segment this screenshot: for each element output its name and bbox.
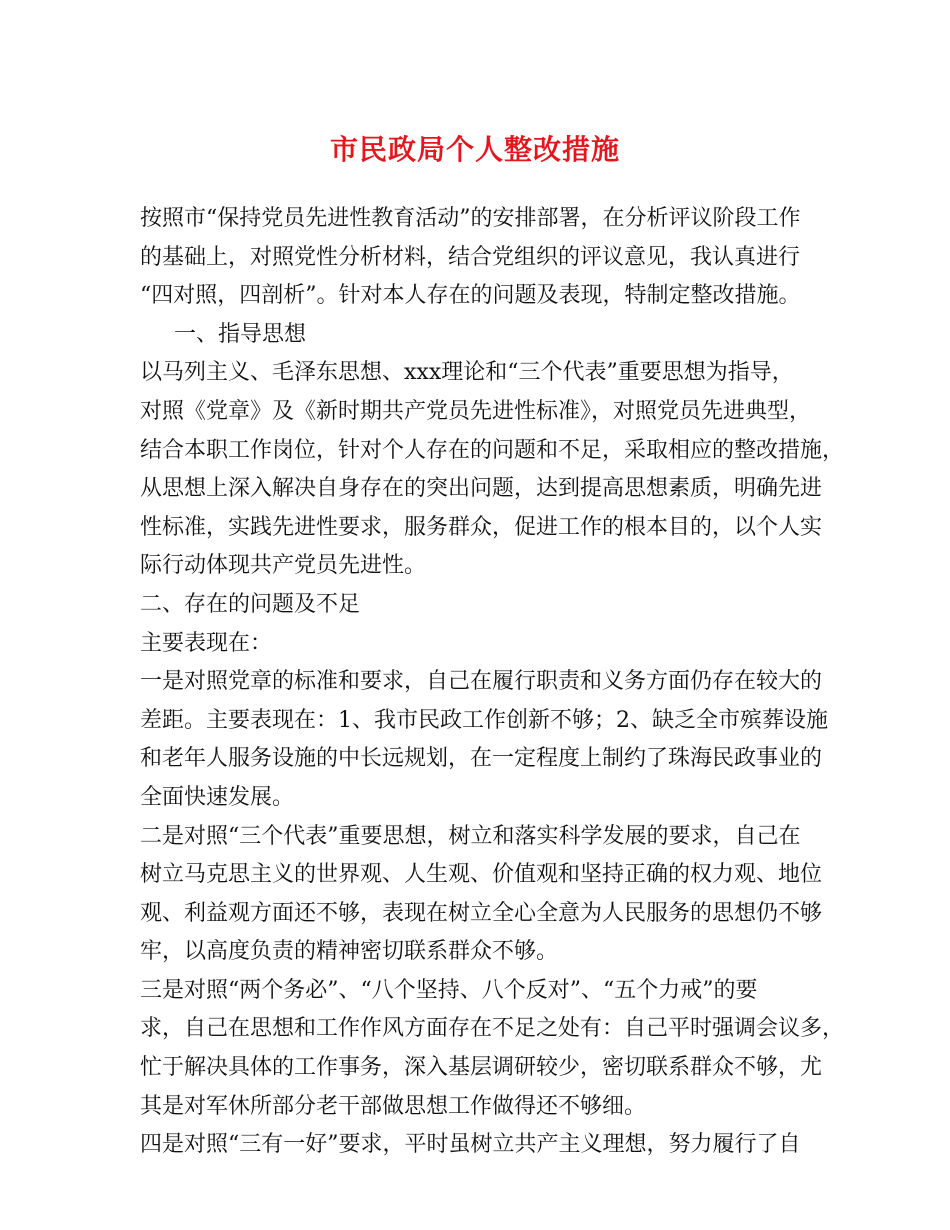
body-line: 四是对照“三有一好”要求，平时虽树立共产主义理想，努力履行了自 [140, 1132, 801, 1158]
section-heading: 一、指导思想 [174, 321, 307, 347]
body-line: 和老年人服务设施的中长远规划，在一定程度上制约了珠海民政事业的 [140, 746, 823, 772]
body-line: 差距。主要表现在：1、我市民政工作创新不够；2、缺乏全市殡葬设施 [140, 707, 828, 733]
document-body [140, 200, 845, 1165]
body-line: 从思想上深入解决自身存在的突出问题，达到提高思想素质，明确先进 [140, 476, 823, 502]
body-line: 求，自己在思想和工作作风方面存在不足之处有：自己平时强调会议多， [140, 1016, 845, 1042]
body-line: 牢，以高度负责的精神密切联系群众不够。 [140, 939, 559, 965]
body-line: “四对照，四剖析”。针对本人存在的问题及表现，特制定整改措施。 [140, 283, 801, 309]
body-line: 二、存在的问题及不足 [140, 591, 361, 617]
body-line: 其是对军休所部分老干部做思想工作做得还不够细。 [140, 1093, 647, 1119]
body-line: 一是对照党章的标准和要求，自己在履行职责和义务方面仍存在较大的 [140, 669, 823, 695]
body-line: 全面快速发展。 [140, 784, 295, 810]
body-line: 以马列主义、毛泽东思想、xxx理论和“三个代表”重要思想为指导， [140, 360, 794, 386]
body-line: 忙于解决具体的工作事务，深入基层调研较少，密切联系群众不够，尤 [140, 1055, 823, 1081]
body-line: 结合本职工作岗位，针对个人存在的问题和不足，采取相应的整改措施， [140, 437, 845, 463]
body-line: 对照《党章》及《新时期共产党员先进性标准》，对照党员先进典型， [140, 398, 812, 424]
document-title: 市民政局个人整改措施 [329, 133, 620, 166]
body-line: 三是对照“两个务必”、“八个坚持、八个反对”、“五个力戒”的要 [140, 977, 758, 1003]
body-line: 际行动体现共产党员先进性。 [140, 553, 427, 579]
body-line: 按照市“保持党员先进性教育活动”的安排部署，在分析评议阶段工作 [140, 206, 801, 231]
body-line: 的基础上，对照党性分析材料，结合党组织的评议意见，我认真进行 [140, 244, 801, 270]
body-line: 树立马克思主义的世界观、人生观、价值观和坚持正确的权力观、地位 [140, 862, 823, 888]
body-line: 观、利益观方面还不够，表现在树立全心全意为人民服务的思想仍不够 [140, 900, 823, 926]
body-line: 主要表现在： [140, 630, 273, 656]
body-line: 二是对照“三个代表”重要思想，树立和落实科学发展的要求，自己在 [140, 823, 801, 849]
body-line: 性标准，实践先进性要求，服务群众，促进工作的根本目的，以个人实 [140, 514, 823, 540]
